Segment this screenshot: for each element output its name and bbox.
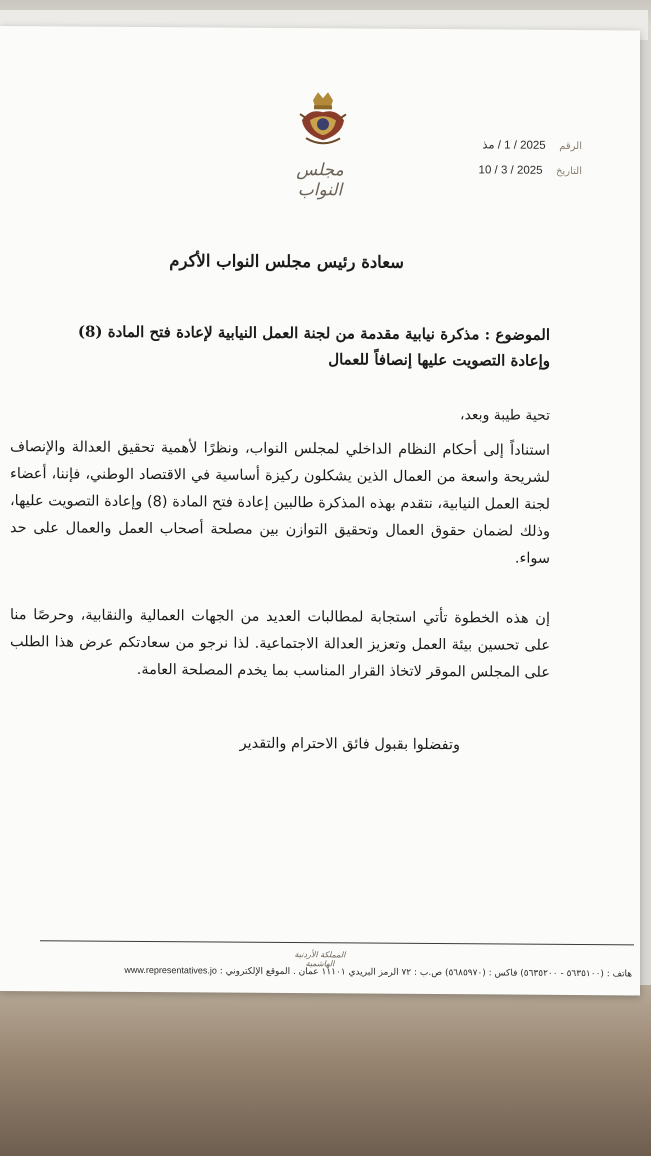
footer-contact-text: هاتف : (٥٦٣٥١٠٠ - ٥٦٣٥٢٠٠) فاكس : (٥٦٨٥٩٧٠) ص.ب : ٧٢ الرمز البريدي ١١١٠١ عمان . الموقع الإلكتروني : xyxy=(219,966,632,980)
footer-website: www.representatives.jo xyxy=(124,964,217,976)
reference-number xyxy=(479,133,582,159)
date-value: 2025 / 3 / 10 xyxy=(478,164,543,177)
reference-block xyxy=(479,133,582,184)
closing-line: وتفضلوا بقبول فائق الاحترام والتقدير xyxy=(239,735,460,754)
parliament-logo-text: مجلس النواب xyxy=(296,160,344,201)
greeting: تحية طيبة وبعد، xyxy=(460,407,550,424)
subject-label: الموضوع : xyxy=(484,325,550,344)
date-label: التاريخ xyxy=(556,165,582,178)
recipient-title: سعادة رئيس مجلس النواب الأكرم xyxy=(169,251,404,272)
body-paragraph-2: إن هذه الخطوة تأتي استجابة لمطالبات العديد من الجهات العمالية والنقابية، وحرصًا منا على تحسين بيئة العمل وتعزيز العدالة الاجتماعية. لذا نرجو من سعادتكم عرض هذا الطلب على المجلس الموقر لاتخاذ القرار المناسب بما يخدم المصلحة العامة. xyxy=(10,607,550,681)
letter-page xyxy=(0,26,640,995)
subject-line xyxy=(70,318,550,373)
footer-seal-text: المملكة الأردنية الهاشمية xyxy=(294,950,346,969)
letter-date xyxy=(479,158,582,184)
table-surface xyxy=(0,985,651,1156)
footer-divider xyxy=(40,940,634,945)
subject-text: مذكرة نيابية مقدمة من لجنة العمل النيابية لإعادة فتح المادة (8) وإعادة التصويت عليها إنصافاً للعمال xyxy=(77,322,550,370)
jordan-crown-emblem-icon xyxy=(296,90,350,150)
footer-contact xyxy=(124,965,632,980)
reference-label: الرقم xyxy=(559,140,582,153)
body-paragraph-1: استناداً إلى أحكام النظام الداخلي لمجلس النواب، ونظرًا لأهمية تحقيق العدالة والإنصاف لشريحة واسعة من العمال الذين يشكلون ركيزة أساسية في الاقتصاد الوطني، فإننا، أعضاء لجنة العمل النيابية، نتقدم بهذه المذكرة طالبين إعادة فتح المادة (8) وإعادة التصويت عليها، وذلك لضمان حقوق العمال وتحقيق التوازن بين مصلحة أصحاب العمل والعمال على حد سواء. xyxy=(10,439,550,567)
reference-value: 2025 / 1 / مذ xyxy=(482,139,546,152)
